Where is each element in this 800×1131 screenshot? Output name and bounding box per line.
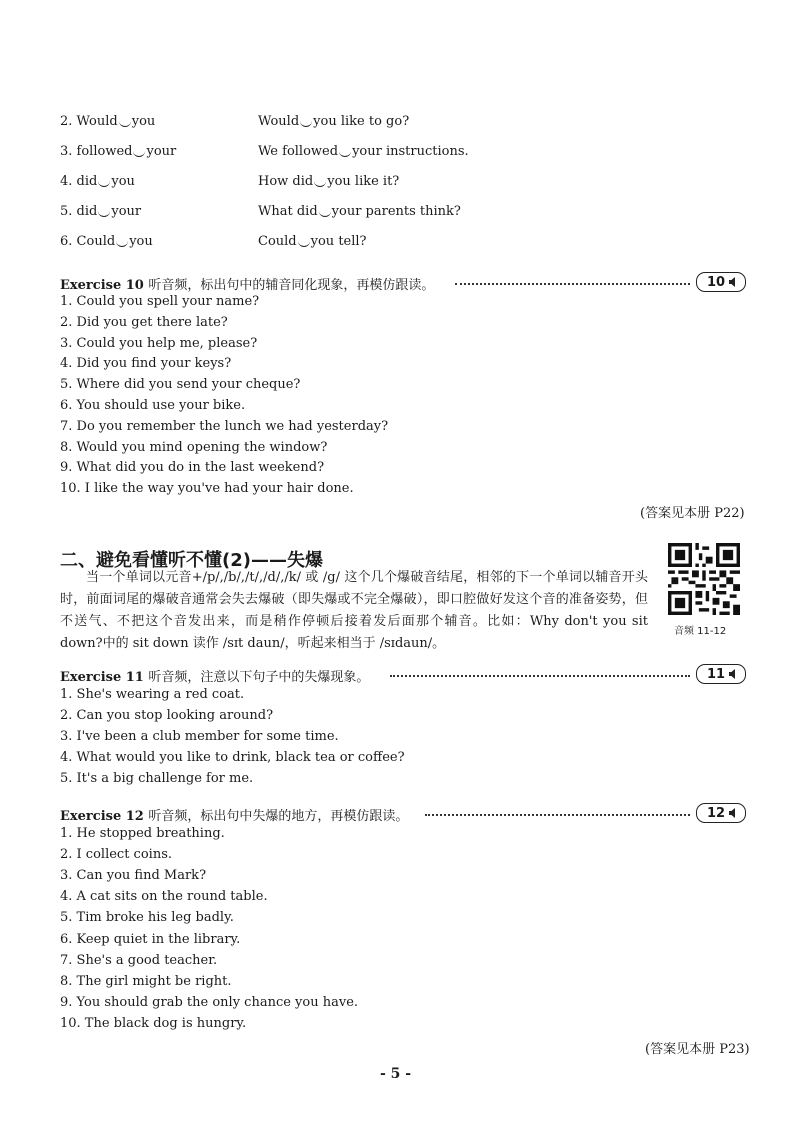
audio-badge-11[interactable] [696, 664, 746, 684]
exercise-10-heading [60, 274, 434, 293]
sentence-part-2: your parents think? [331, 204, 461, 219]
linking-pair-words [60, 144, 176, 160]
linking-pair-sentence [258, 144, 469, 160]
exercise-item: 3. Could you help me, please? [60, 335, 258, 351]
dotted-leader [455, 283, 690, 285]
pair-number: 3. [60, 144, 73, 159]
exercise-item: 8. The girl might be right. [60, 973, 232, 989]
exercise-instruction: 听音频，标出句中的辅音同化现象，再模仿跟读。 [148, 278, 435, 293]
exercise-item: 4. Did you find your keys? [60, 356, 232, 372]
exercise-item: 1. She's wearing a red coat. [60, 687, 245, 702]
sentence-part-1: We followed [258, 144, 339, 159]
linking-mark-icon [119, 120, 131, 127]
exercise-instruction: 听音频，注意以下句子中的失爆现象。 [148, 670, 370, 685]
second-word: you [131, 114, 156, 129]
exercise-item: 4. What would you like to drink, black tea or coffee? [60, 750, 405, 765]
pair-number: 4. [60, 174, 73, 189]
linking-pair-sentence [258, 114, 409, 130]
sentence-part-2: you like it? [327, 174, 400, 189]
linking-mark-icon [300, 120, 312, 127]
pair-number: 5. [60, 204, 73, 219]
pair-number: 2. [60, 114, 73, 129]
sentence-part-1: What did [258, 204, 318, 219]
exercise-item: 5. Where did you send your cheque? [60, 377, 301, 393]
dotted-leader [390, 675, 690, 677]
linking-pair-sentence [258, 234, 367, 250]
exercise-label: Exercise 12 [60, 809, 144, 824]
audio-badge-10[interactable] [696, 272, 746, 292]
audio-badge-12[interactable] [696, 803, 746, 823]
linking-mark-icon [116, 240, 128, 247]
exercise-item: 2. Did you get there late? [60, 314, 228, 330]
exercise-11-heading [60, 666, 369, 685]
second-word: your [146, 144, 177, 159]
speaker-icon [729, 808, 735, 818]
linking-pair-words [60, 234, 153, 250]
second-word: you [111, 174, 135, 189]
speaker-icon [729, 669, 735, 679]
linking-mark-icon [98, 180, 110, 187]
linking-mark-icon [339, 150, 351, 157]
sentence-part-1: How did [258, 174, 314, 189]
exercise-item: 9. What did you do in the last weekend? [60, 460, 325, 476]
pair-number: 6. [60, 234, 73, 249]
answer-reference-p23: (答案见本册 P23) [645, 1042, 750, 1057]
sentence-part-2: your instructions. [352, 144, 469, 159]
exercise-item: 2. Can you stop looking around? [60, 708, 274, 723]
first-word: Would [76, 114, 118, 129]
exercise-item: 8. Would you mind opening the window? [60, 439, 328, 455]
exercise-item: 10. I like the way you've had your hair done. [60, 481, 354, 497]
exercise-item: 2. I collect coins. [60, 847, 172, 863]
page-number: - 5 - [380, 1066, 412, 1082]
badge-number: 12 [706, 805, 726, 821]
exercise-item: 1. He stopped breathing. [60, 826, 225, 841]
exercise-item: 3. I've been a club member for some time. [60, 729, 339, 744]
linking-pair-words [60, 114, 155, 130]
exercise-item: 4. A cat sits on the round table. [60, 889, 268, 905]
qr-label: 音频 11-12 [674, 626, 727, 637]
exercise-item: 6. You should use your bike. [60, 398, 246, 413]
qr-code-icon[interactable] [668, 543, 740, 615]
second-word: your [111, 204, 142, 219]
first-word: did [76, 204, 98, 219]
linking-pair-words [60, 174, 135, 190]
exercise-item: 6. Keep quiet in the library. [60, 931, 241, 947]
exercise-label: Exercise 10 [60, 278, 144, 293]
sentence-part-1: Could [258, 234, 297, 249]
sentence-part-1: Would [258, 114, 300, 129]
dotted-leader [425, 814, 690, 816]
exercise-item: 7. She's a good teacher. [60, 952, 218, 968]
exercise-item: 9. You should grab the only chance you have. [60, 994, 359, 1010]
first-word: did [76, 174, 98, 189]
sentence-part-2: you like to go? [313, 114, 410, 129]
linking-mark-icon [319, 210, 331, 217]
linking-mark-icon [298, 240, 310, 247]
section-title: 二、避免看懂听不懂(2)——失爆 [60, 550, 323, 571]
exercise-label: Exercise 11 [60, 670, 144, 685]
exercise-item: 10. The black dog is hungry. [60, 1015, 247, 1031]
sentence-part-2: you tell? [310, 234, 367, 249]
exercise-item: 5. It's a big challenge for me. [60, 771, 254, 786]
badge-number: 10 [706, 274, 726, 290]
linking-mark-icon [98, 210, 110, 217]
linking-pair-sentence [258, 204, 461, 220]
exercise-instruction: 听音频，标出句中失爆的地方，再模仿跟读。 [148, 809, 409, 824]
speaker-icon [729, 277, 735, 287]
answer-reference-p22: (答案见本册 P22) [640, 506, 745, 521]
section-paragraph: 当一个单词以元音+/p/,/b/,/t/,/d/,/k/ 或 /g/ 这个几个爆破音结尾，相邻的下一个单词以辅音开头时，前面词尾的爆破音通常会失去爆破（即失爆或不完全爆破），即口腔做好发这个音的准备姿势，但不送气、不把这个音发出来，而是稍作停顿后接着发后面那个辅音。比如：Why don't you sit down?中的 sit down 读作 /sɪt daun/，听起来相当于 /sɪdaun/。 [60, 570, 648, 651]
linking-pair-sentence [258, 174, 399, 190]
exercise-item: 1. Could you spell your name? [60, 294, 260, 309]
linking-mark-icon [133, 150, 145, 157]
linking-pair-words [60, 204, 141, 220]
exercise-item: 3. Can you find Mark? [60, 868, 207, 884]
second-word: you [129, 234, 153, 249]
badge-number: 11 [706, 666, 726, 682]
exercise-item: 7. Do you remember the lunch we had yesterday? [60, 418, 389, 434]
first-word: followed [76, 144, 133, 159]
exercise-item: 5. Tim broke his leg badly. [60, 910, 234, 926]
first-word: Could [76, 234, 116, 249]
exercise-12-heading [60, 805, 408, 824]
linking-mark-icon [314, 180, 326, 187]
